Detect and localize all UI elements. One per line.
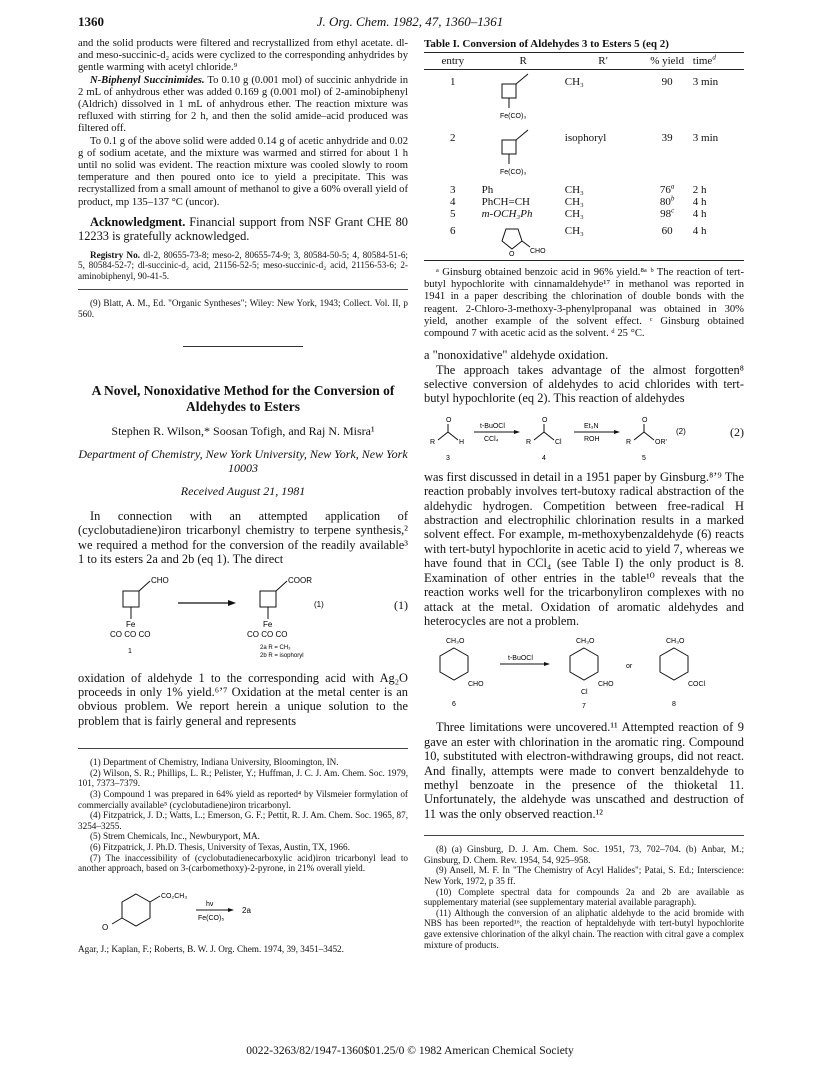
o-atom-5: O	[642, 416, 648, 424]
table-row	[424, 221, 744, 261]
journal-citation: J. Org. Chem. 1982, 47, 1360–1361	[316, 14, 504, 29]
time-header: time	[692, 55, 713, 68]
arrow-b-head	[614, 430, 620, 434]
article-separator	[183, 346, 303, 347]
cell-entry: 1	[450, 76, 456, 89]
cell-time: 2 h	[692, 183, 707, 196]
authors: Stephen R. Wilson,* Soosan Tofigh, and Raj N. Misra¹	[111, 423, 375, 438]
r-bond-5	[634, 432, 644, 440]
cell-r: PhCH=CH	[481, 196, 530, 209]
cell-time: 3 min	[692, 131, 719, 144]
carbonyl-bond	[112, 918, 122, 924]
table-row	[424, 70, 744, 126]
equation-2-scheme	[424, 412, 744, 464]
reagent-2-label: Et₃N	[584, 422, 599, 430]
col-time	[693, 53, 744, 70]
or-5: OR'	[655, 438, 667, 446]
furan-o: O	[508, 250, 515, 257]
eq2-reaction-diagram	[424, 412, 714, 464]
yield-value: 80	[659, 196, 671, 209]
left-column	[78, 38, 408, 954]
cho-label-6: CHO	[468, 681, 484, 689]
right-column	[424, 38, 744, 950]
compound-8-label: 8	[672, 701, 676, 709]
co-label-1: CO CO CO	[110, 629, 151, 639]
o-atom-4: O	[542, 416, 548, 424]
page-number: 1360	[78, 14, 104, 29]
furan-ring	[502, 229, 522, 249]
footnotes-right	[424, 844, 744, 950]
footnote-3: (3) Compound 1 was prepared in 64% yield as reported⁴ by Vilsmeier formylation of commercially available⁵ (cyclobutadiene)iron tricarbonyl.	[78, 789, 408, 810]
o-atom-3: O	[446, 416, 452, 424]
arrow-a-head	[514, 430, 520, 434]
furan-cho-label: CHO	[529, 247, 546, 255]
footnote-9: (9) Ansell, M. F. In "The Chemistry of Acyl Halides"; Patai, S. Ed.; Interscience: New York, 1972, p 35 ff.	[424, 865, 744, 886]
footnote-2: (2) Wilson, S. R.; Phillips, L. R.; Pelister, Y.; Huffman, J. C. J. Am. Chem. Soc. 1979, 101, 7373–7379.	[78, 767, 408, 789]
running-header	[78, 14, 742, 32]
chlorination-scheme	[424, 634, 734, 714]
h-bond-3	[448, 432, 458, 440]
registry-text: dl-2, 80655-73-8; meso-2, 80655-74-9; 3, 80584-50-5; 4, 80584-51-6; 5, 80584-52-7; dl-succinic-d₂ acid, 21156-52-5; meso-succinic-d₂ acid, 21156-53-6; 2-aminobiphenyl, 90-41-5.	[78, 249, 408, 281]
cell-r-structure	[482, 70, 565, 126]
col-yield: % yield	[642, 53, 693, 70]
yield-note: a	[670, 182, 675, 191]
cell-entry: 6	[424, 221, 482, 261]
fe-label-1: Fe	[126, 619, 136, 629]
footnote-1: (1) Department of Chemistry, Indiana University, Bloomington, IN.	[90, 757, 339, 768]
procedure-paragraph: To 0.1 g of the above solid were added 0.14 g of acetic anhydride and 0.02 g of sodium acetate, and the mixture was warmed and stirred for about 1 h until no solid was evident. The reaction mixture was cooled slowly to room temperature and then poured onto ice to yield a precipitate. This was recrystallized from a small amount of methanol to give a 60% overall yield of product, mp 135–137 °C (uncor).	[78, 135, 408, 208]
table-body	[424, 70, 744, 261]
cho-bond	[522, 241, 530, 247]
table-caption: Table I. Conversion of Aldehydes 3 to Esters 5 (eq 2)	[424, 38, 669, 50]
cl-label-7: Cl	[581, 689, 588, 697]
cocl-label-8: COCl	[688, 681, 706, 689]
cell-r: m-OCH₃Ph	[481, 208, 533, 221]
table-row	[424, 126, 744, 184]
r-3: R	[430, 438, 436, 446]
r-4: R	[526, 438, 532, 446]
footnote-rule-2	[78, 748, 408, 749]
footnote-5: (5) Strem Chemicals, Inc., Newburyport, MA.	[90, 831, 260, 842]
table-1	[424, 52, 744, 261]
footnote-6: (6) Fitzpatrick, J. Ph.D. Thesis, University of Texas, Austin, TX, 1966.	[90, 842, 350, 853]
cell-rprime: CH₃	[564, 183, 584, 196]
cell-time: 3 min	[692, 76, 719, 89]
yield-note: b	[670, 194, 675, 203]
intro-paragraph: and the solid products were filtered and recrystallized from ethyl acetate. dl- and meso-succinic-d₂ acids were cyclized to the corresponding anhydrides by gentle warming with acetyl chloride.⁹	[78, 38, 408, 74]
body-paragraph-3: a "nonoxidative" aldehyde oxidation.	[424, 348, 609, 363]
compound-2a-label: 2a R = CH₃	[260, 644, 291, 651]
cell-rprime: CH₃	[564, 76, 584, 89]
table-header	[424, 53, 744, 70]
yield-value: 60	[661, 224, 673, 237]
cell-yield	[642, 70, 693, 126]
equation-1-scheme	[78, 573, 408, 665]
cell-r: Ph	[481, 183, 494, 196]
eq1-inner-number: (1)	[314, 599, 324, 609]
coor-label: COOR	[288, 575, 312, 585]
footnote-4: (4) Fitzpatrick, J. D.; Watts, L.; Emerson, G. F.; Pettit, R. J. Am. Chem. Soc. 1965, 87, 3254–3255.	[78, 810, 408, 831]
r-bond-4	[534, 432, 544, 440]
registry-numbers	[78, 250, 408, 282]
biphenyl-text: To 0.10 g (0.001 mol) of succinic anhydride in 2 mL of anhydrous ether was added 0.169 g (0.001 mol) of 2-aminobiphenyl (Aldrich) dissolved in 1 mL of anhydrous ether. The reaction mixture was refluxed with stirring for 2 h, and then the solid amide–acid produced was filtered off.	[78, 74, 409, 135]
methoxy-label-8: CH₃O	[666, 638, 685, 646]
yield-value: 76	[659, 183, 671, 196]
fe-co3-label: Fe(CO)₃	[499, 168, 526, 176]
biphenyl-paragraph	[78, 75, 408, 136]
fe-label-2: Fe	[263, 619, 273, 629]
substituent-bond	[516, 74, 528, 84]
yield-value: 90	[661, 76, 673, 89]
cho-bond	[139, 581, 150, 591]
compound-7-label: 7	[582, 703, 586, 711]
compound-3-label: 3	[446, 454, 450, 462]
pyrone-o: O	[102, 922, 109, 932]
biphenyl-heading: N-Biphenyl Succinimides.	[90, 74, 205, 86]
table-row	[424, 196, 744, 208]
co-label-2: CO CO CO	[247, 629, 288, 639]
footnotes-left	[78, 757, 408, 874]
product-2a-label: 2a	[242, 905, 251, 915]
cell-entry: 3	[450, 183, 456, 196]
cell-rprime: CH₃	[565, 221, 642, 261]
body-paragraph-5: was first discussed in detail in a 1951 paper by Ginsburg.⁸ʼ⁹ The reaction probably involves tert-butoxy radical abstraction of the aldehydic hydrogen. Competition between free-radical H abstraction and electrophilic chlorination results in a marked solvent effect. For example, m-methoxybenzaldehyde (6) reacts with tert-butyl hypochlorite in acetic acid to yield 7, whereas we have found that in CCl₄ (see Table I) the only product is 8. Examination of other entries in the table¹⁰ reveals that the reaction works well for the tricarbonyliron complexes with no attack at the metal. Oxidation of aromatic aldehydes and heterocycles are not a problem.	[424, 469, 744, 628]
compound-2b-label: 2b R = isophoryl	[260, 652, 304, 659]
cell-rprime: CH₃	[564, 196, 584, 209]
agar-reference: Agar, J.; Kaplan, F.; Roberts, B. W. J. Org. Chem. 1974, 39, 3451–3452.	[78, 943, 344, 954]
reagent-1-label: t-BuOCl	[480, 422, 505, 430]
ester-bond	[150, 896, 160, 902]
page-footer: 0022-3263/82/1947-1360$01.25/0 © 1982 American Chemical Society	[246, 1045, 574, 1057]
cell-entry: 5	[450, 208, 456, 221]
fe-co3-label: Fe(CO)₃	[499, 113, 526, 121]
ester-label: CO₂CH₃	[161, 892, 188, 900]
cell-time: 4 h	[692, 196, 707, 209]
fn7-arrow-head	[228, 908, 234, 912]
cell-entry: 2	[450, 131, 456, 144]
cell-yield	[642, 208, 693, 220]
body-paragraph-1: In connection with an attempted application of (cyclobutadiene)iron tricarbonyl chemistry to terpene synthesis,² we required a method for the conversion of the readily available³ 1 to its esters 2a and 2b (eq 1). The direct	[78, 509, 408, 567]
solvent-2-label: ROH	[584, 435, 600, 443]
or-bond-5	[644, 432, 654, 440]
footnote-11: (11) Although the conversion of an aliphatic aldehyde to the acid bromide with NBS has been reported¹⁶, the reaction of heptaldehyde with tert-butyl hypochlorite gave extensive chlorination of the alkyl chain. The reaction with citral gave a complex mixture of products.	[424, 907, 744, 950]
cyclobutadiene-ring-2	[260, 591, 276, 607]
cell-r-structure	[482, 221, 565, 261]
cell-yield	[642, 196, 693, 208]
furan-structure	[482, 221, 562, 257]
body-paragraph-2: oxidation of aldehyde 1 to the corresponding acid with Ag₂O proceeds in only 1% yield.⁶ʼ⁷ Oxidation at the metal center is an obvious problem. We report herein a unique solution to the problem that is fairly general and represents	[78, 670, 408, 728]
cell-entry: 4	[450, 196, 456, 209]
substituent-bond	[516, 130, 528, 140]
compound-4-label: 4	[542, 454, 546, 462]
benzene-7	[570, 648, 598, 680]
received-date: Received August 21, 1981	[180, 483, 306, 498]
pyrone-structure	[78, 880, 298, 938]
arrow-6-7-head	[544, 662, 550, 666]
h-3: H	[459, 438, 465, 446]
cell-yield	[642, 126, 693, 184]
body-paragraph-6: Three limitations were uncovered.¹¹ Attempted reaction of 9 gave an ester with chlorination in the aromatic ring. Compound 10, substituted with electron-withdrawing groups, did not react. And finally, attempts were made to convert benzaldehyde to methyl benzoate in the presence of the thioketal 11. Unfortunately, the aldehyde was unscathed and destruction of 11 was the only observed reaction.¹²	[424, 720, 744, 821]
body-paragraph-4: The approach takes advantage of the almost forgotten⁸ selective conversion of aldehydes to acid chlorides with tert-butyl hypochlorite (eq 2). This reaction of aldehydes	[424, 362, 744, 406]
arrow-head-1	[228, 600, 236, 606]
col-r: R	[482, 53, 565, 70]
footnote-7: (7) The inaccessibility of (cyclobutadienecarboxylic acid)iron tricarbonyl lead to another approach, based on 3-(carbomethoxy)-2-pyrone, in 21% overall yield.	[78, 852, 408, 874]
cell-yield	[642, 184, 693, 196]
cell-yield	[642, 221, 693, 261]
equation-2-number: (2)	[730, 424, 744, 439]
cell-r-structure	[482, 126, 565, 184]
compound-1-label: 1	[128, 647, 132, 655]
r-bond-3	[438, 432, 448, 440]
ack-text: Financial support from NSF Grant CHE 80 12233 is gratefully acknowledged.	[78, 214, 408, 244]
r-5: R	[626, 438, 632, 446]
registry-heading: Registry No.	[90, 249, 140, 260]
eq1-structure-diagram	[78, 573, 378, 665]
cell-time: 4 h	[692, 208, 707, 221]
cell-rprime: CH₃	[564, 208, 584, 221]
equation-1-number: (1)	[394, 597, 408, 612]
table-footnotes: ᵃ Ginsburg obtained benzoic acid in 96% yield.⁸ᵃ ᵇ The reaction of tert-butyl hypochlorite with cinnamaldehyde¹⁷ in methanol was reported in 1941 in a paper describing the chlorination of double bonds with the reagent. 2-Chloro-3-methoxy-3-phenylpropanal was obtained in 30% yield, another example of the solvent effect. ᶜ Ginsburg obtained compound 7 with acetic acid as the solvent. ᵈ 25 °C.	[424, 267, 744, 340]
yield-value: 39	[661, 131, 673, 144]
ring	[502, 140, 516, 154]
footnote-8: (8) (a) Ginsburg, D. J. Am. Chem. Soc. 1951, 73, 702–704. (b) Anbar, M.; Ginsburg, D. Chem. Rev. 1954, 54, 925–958.	[424, 844, 744, 865]
coor-bond	[276, 581, 287, 591]
methoxy-label-6: CH₃O	[446, 638, 465, 646]
cho-label: CHO	[151, 575, 169, 585]
cl-bond-4	[544, 432, 554, 440]
ack-heading: Acknowledgment.	[90, 214, 186, 229]
footnote-7-scheme	[78, 880, 408, 938]
ring	[502, 84, 516, 98]
compound-5-label: 5	[642, 454, 646, 462]
acknowledgment	[78, 215, 408, 244]
fe-complex-structure-1	[482, 70, 562, 122]
fe-co5-label: Fe(CO)₅	[198, 914, 225, 922]
benzene-8	[660, 648, 688, 680]
col-rprime: R′	[565, 53, 642, 70]
time-sup: d	[712, 53, 716, 62]
cell-rprime: isophoryl	[564, 131, 607, 144]
yield-note: c	[671, 206, 675, 215]
yield-value: 98	[660, 208, 672, 221]
footnote-rule	[78, 289, 408, 290]
table-row	[424, 208, 744, 220]
cl-4: Cl	[555, 438, 562, 446]
cho-label-7: CHO	[598, 681, 614, 689]
hv-label: hν	[206, 900, 214, 908]
benzene-6	[440, 648, 468, 680]
department: Department of Chemistry, New York University, New York, New York 10003	[78, 446, 408, 475]
pyrone-ring	[122, 894, 150, 926]
solvent-1-label: CCl₄	[484, 435, 499, 443]
footnote-10: (10) Complete spectral data for compounds 2a and 2b are available as supplementary material (see supplementary material available paragraph).	[424, 886, 744, 908]
fe-complex-structure-2	[482, 126, 562, 178]
cyclobutadiene-ring-1	[123, 591, 139, 607]
methoxy-label-7: CH₃O	[576, 638, 595, 646]
footnote-rule-right	[424, 835, 744, 836]
or-label: or	[626, 663, 633, 671]
table-row	[424, 184, 744, 196]
reagent-label: t-BuOCl	[508, 655, 533, 663]
compound-6-label: 6	[452, 701, 456, 709]
scheme-6-7-8	[424, 634, 744, 714]
eq2-inner-number: (2)	[676, 426, 686, 436]
article-title: A Novel, Nonoxidative Method for the Conversion of Aldehydes to Esters	[91, 382, 395, 414]
col-entry: entry	[424, 53, 482, 70]
cell-time: 4 h	[693, 221, 744, 261]
reference-9: (9) Blatt, A. M., Ed. "Organic Syntheses"; Wiley: New York, 1943; Collect. Vol. II, p 560.	[78, 298, 408, 320]
